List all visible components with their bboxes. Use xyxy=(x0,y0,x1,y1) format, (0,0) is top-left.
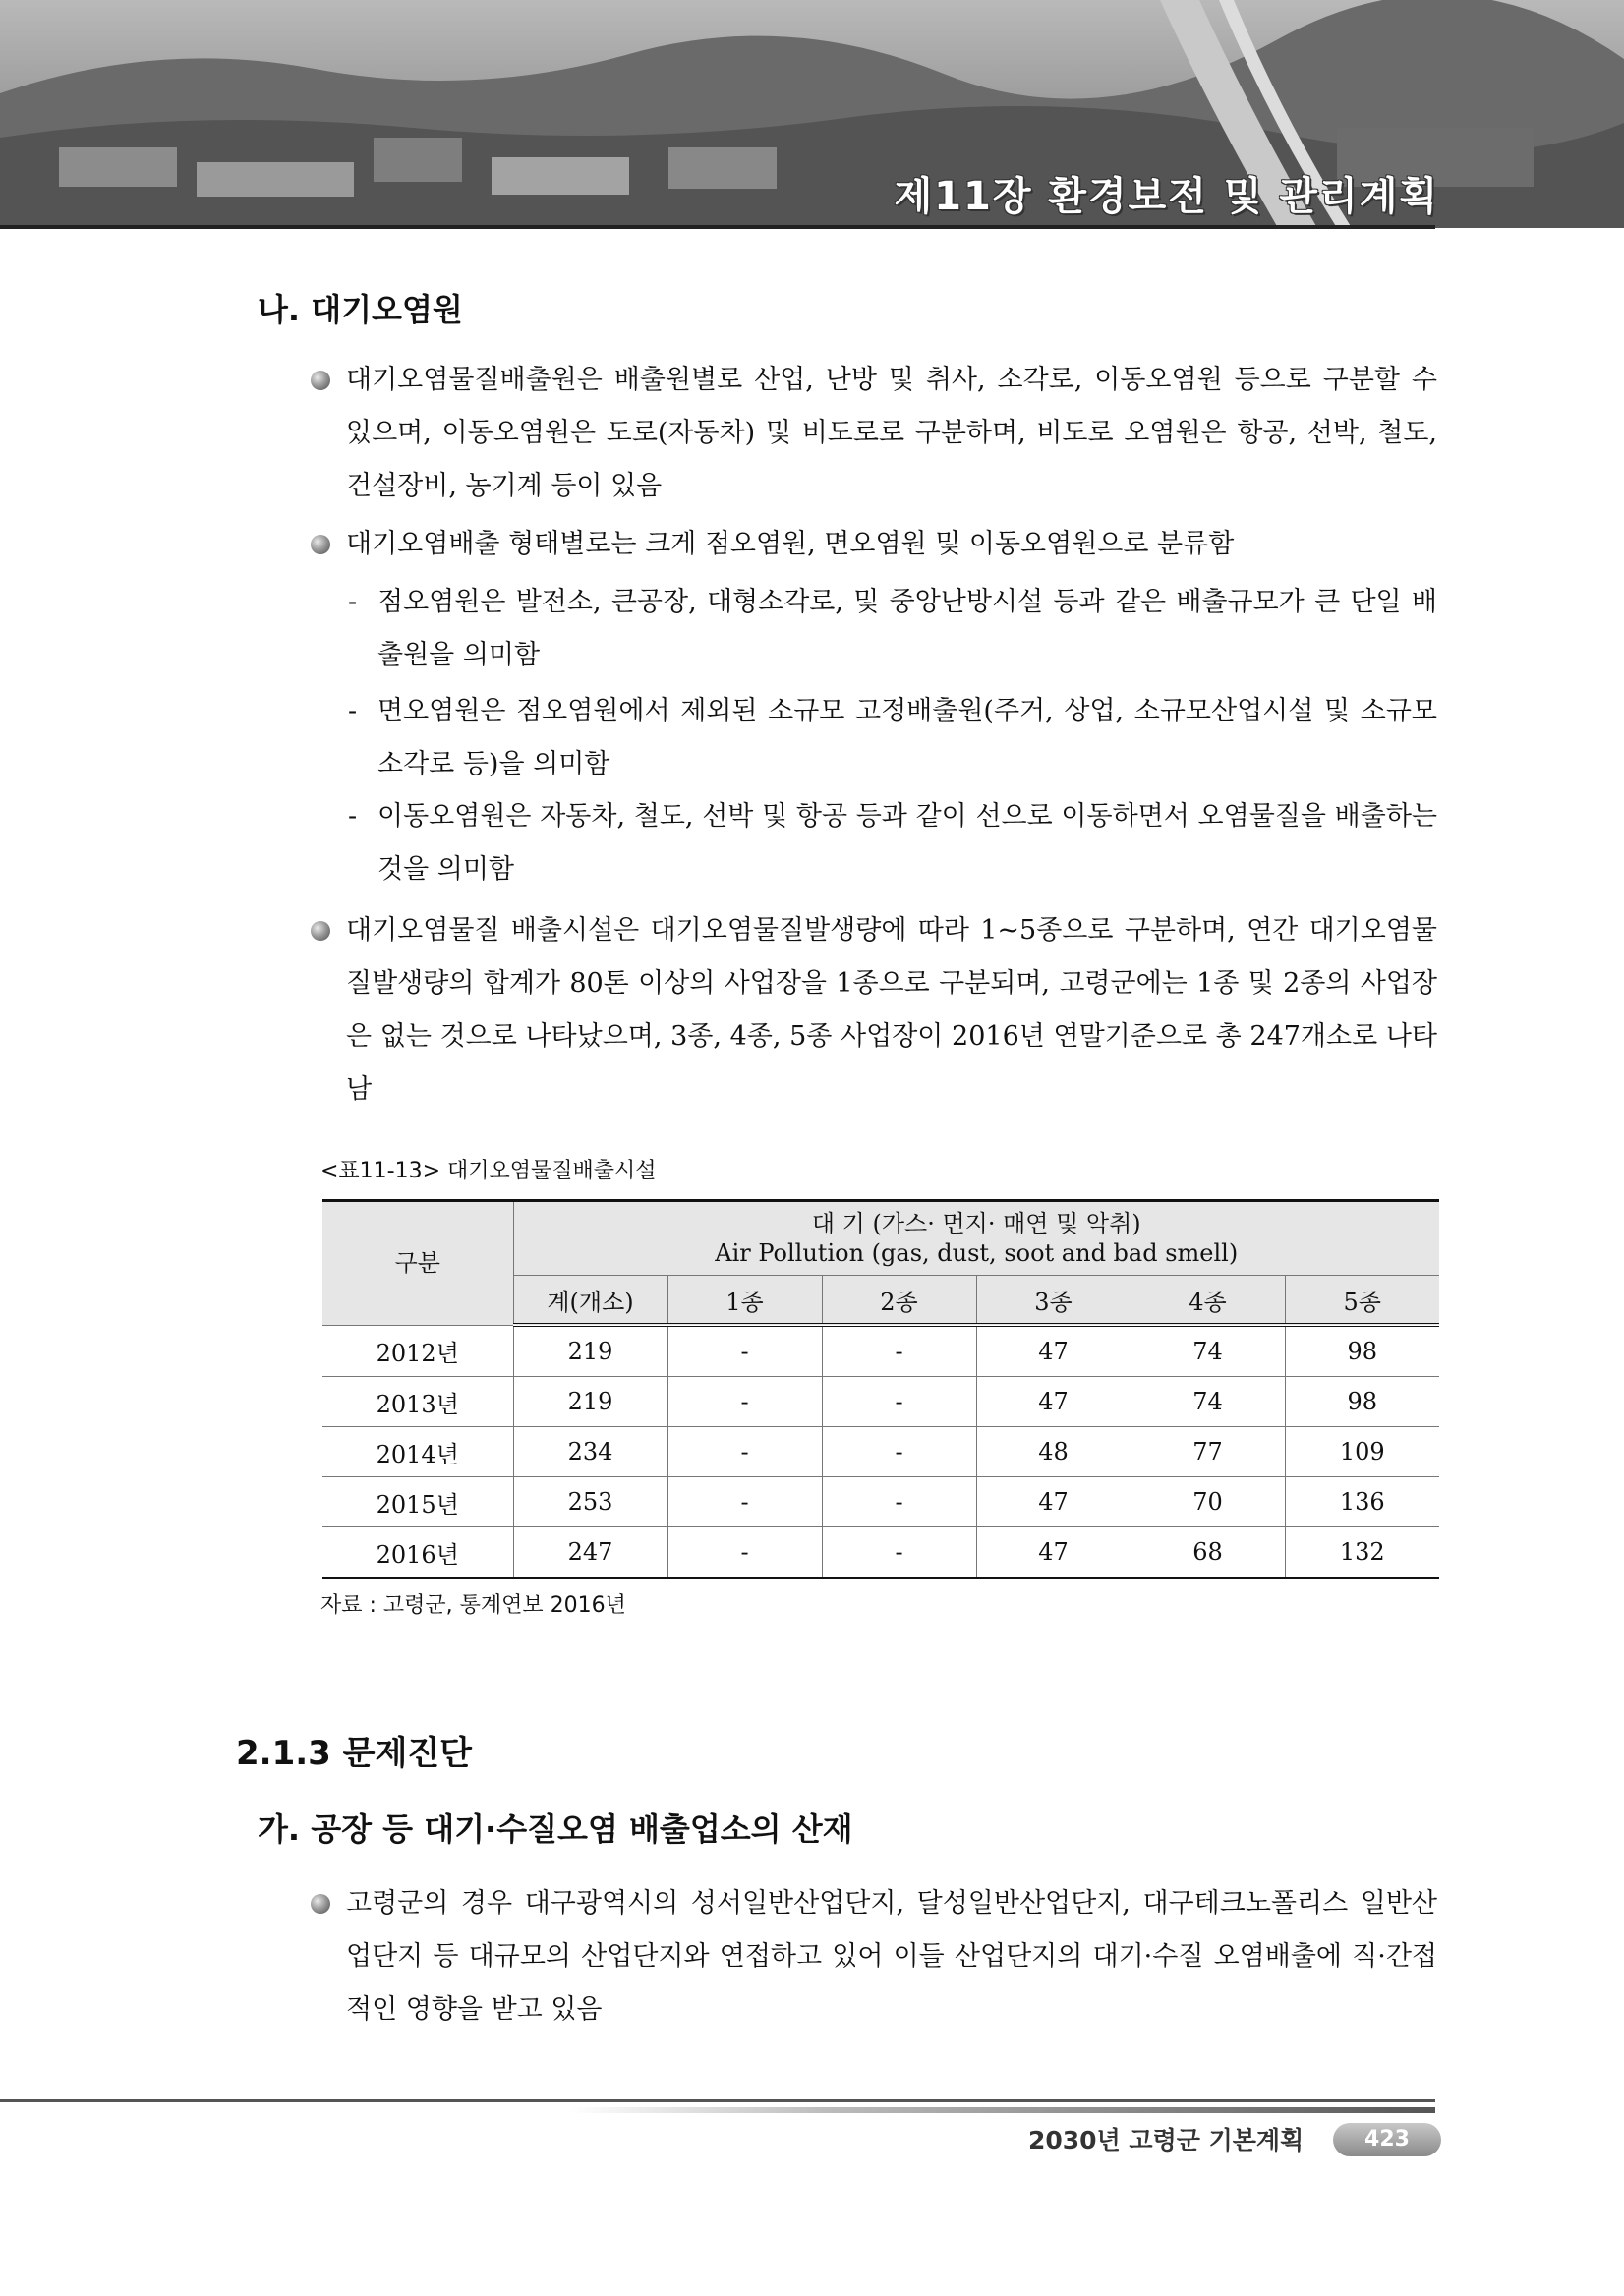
cell-class1: - xyxy=(667,1527,822,1578)
cell-class3: 47 xyxy=(976,1325,1131,1377)
cell-class1: - xyxy=(667,1477,822,1527)
row-year: 2012년 xyxy=(322,1325,513,1377)
dash-text: 면오염원은 점오염원에서 제외된 소규모 고정배출원(주거, 상업, 소규모산업시설 및 소규모소각로 등)을 의미함 xyxy=(377,696,1437,779)
cell-class2: - xyxy=(822,1325,976,1377)
header-group-title-ko: 대 기 (가스· 먼지· 매연 및 악취) xyxy=(811,1210,1141,1237)
cell-total: 219 xyxy=(513,1377,667,1427)
bullet-paragraph xyxy=(346,518,1437,571)
cell-class1: - xyxy=(667,1325,822,1377)
bullet-text: 대기오염배출 형태별로는 크게 점오염원, 면오염원 및 이동오염원으로 분류함 xyxy=(346,529,1235,559)
cell-class3: 48 xyxy=(976,1427,1131,1477)
table-row xyxy=(322,1477,1439,1527)
page-number: 423 xyxy=(1333,2123,1441,2156)
table-caption: <표11-13> 대기오염물질배출시설 xyxy=(320,1159,657,1183)
bullet-text: 대기오염물질배출원은 배출원별로 산업, 난방 및 취사, 소각로, 이동오염원 등으로 구분할 수 있으며, 이동오염원은 도로(자동차) 및 비도로로 구분하며, 비도로 오염원은 항공, 선박, 철도, 건설장비, 농기계 등이 있음 xyxy=(346,365,1437,501)
cell-class3: 47 xyxy=(976,1377,1131,1427)
dash-text: 이동오염원은 자동차, 철도, 선박 및 항공 등과 같이 선으로 이동하면서 오염물질을 배출하는 것을 의미함 xyxy=(377,801,1437,885)
bullet-text: 고령군의 경우 대구광역시의 성서일반산업단지, 달성일반산업단지, 대구테크노폴리스 일반산업단지 등 대규모의 산업단지와 연접하고 있어 이들 산업단지의 대기·수질 오염배출에 직·간접적인 영향을 받고 있음 xyxy=(346,1888,1437,2025)
column-header: 계(개소) xyxy=(513,1276,667,1326)
row-year: 2015년 xyxy=(322,1477,513,1527)
air-pollution-facilities-table xyxy=(322,1199,1439,1579)
cell-class3: 47 xyxy=(976,1477,1131,1527)
cell-class4: 77 xyxy=(1131,1427,1285,1477)
header-category: 구분 xyxy=(322,1201,513,1326)
cell-total: 234 xyxy=(513,1427,667,1477)
row-year: 2013년 xyxy=(322,1377,513,1427)
bullet-paragraph xyxy=(346,1877,1437,2037)
cell-class4: 70 xyxy=(1131,1477,1285,1527)
header-group-title-en: Air Pollution (gas, dust, soot and bad smell) xyxy=(715,1239,1239,1267)
column-header: 5종 xyxy=(1285,1276,1439,1326)
header-banner xyxy=(0,0,1624,228)
header-group xyxy=(513,1201,1439,1276)
cell-class2: - xyxy=(822,1427,976,1477)
cell-class5: 132 xyxy=(1285,1527,1439,1578)
bullet-icon xyxy=(311,1894,330,1914)
chapter-title: 제11장 환경보전 및 관리계획 xyxy=(894,174,1439,219)
column-header: 2종 xyxy=(822,1276,976,1326)
cell-class2: - xyxy=(822,1377,976,1427)
footer-divider xyxy=(0,2099,1435,2102)
cell-class5: 136 xyxy=(1285,1477,1439,1527)
bullet-paragraph xyxy=(346,904,1437,1117)
cell-class1: - xyxy=(667,1427,822,1477)
cell-class4: 74 xyxy=(1131,1377,1285,1427)
table-source-note: 자료 : 고령군, 통계연보 2016년 xyxy=(320,1593,626,1618)
table-row xyxy=(322,1325,1439,1377)
cell-class4: 68 xyxy=(1131,1527,1285,1578)
cell-class4: 74 xyxy=(1131,1325,1285,1377)
row-year: 2016년 xyxy=(322,1527,513,1578)
bullet-paragraph xyxy=(346,354,1437,513)
cell-total: 247 xyxy=(513,1527,667,1578)
table-row xyxy=(322,1527,1439,1578)
dash-text: 점오염원은 발전소, 큰공장, 대형소각로, 및 중앙난방시설 등과 같은 배출규모가 큰 단일 배출원을 의미함 xyxy=(377,587,1437,670)
footer-divider-gradient xyxy=(570,2107,1435,2113)
cell-class5: 98 xyxy=(1285,1325,1439,1377)
header-divider xyxy=(0,225,1435,229)
dash-mark: - xyxy=(348,696,358,726)
cell-class2: - xyxy=(822,1527,976,1578)
table-row xyxy=(322,1377,1439,1427)
bullet-text: 대기오염물질 배출시설은 대기오염물질발생량에 따라 1~5종으로 구분하며, 연간 대기오염물질발생량의 합계가 80톤 이상의 사업장을 1종으로 구분되며, 고령군에는 1종 및 2종의 사업장은 없는 것으로 나타났으며, 3종, 4종, 5종 사업장이 2016년 연말기준으로 총 247개소로 나타남 xyxy=(346,915,1437,1105)
dash-item xyxy=(348,685,1437,791)
column-header: 3종 xyxy=(976,1276,1131,1326)
cell-total: 253 xyxy=(513,1477,667,1527)
cell-class1: - xyxy=(667,1377,822,1427)
bullet-icon xyxy=(311,535,330,554)
table-row xyxy=(322,1427,1439,1477)
cell-class5: 98 xyxy=(1285,1377,1439,1427)
cell-total: 219 xyxy=(513,1325,667,1377)
dash-mark: - xyxy=(348,801,358,832)
row-year: 2014년 xyxy=(322,1427,513,1477)
footer-plan-title: 2030년 고령군 기본계획 xyxy=(1028,2126,1305,2154)
column-header: 4종 xyxy=(1131,1276,1285,1326)
column-header: 1종 xyxy=(667,1276,822,1326)
section-heading-problem-diagnosis: 2.1.3 문제진단 xyxy=(236,1734,473,1773)
subsection-heading-emission-facilities: 가. 공장 등 대기·수질오염 배출업소의 산재 xyxy=(258,1810,853,1848)
dash-item xyxy=(348,790,1437,896)
dash-mark: - xyxy=(348,587,358,617)
section-heading-air-pollution-sources: 나. 대기오염원 xyxy=(258,291,463,328)
cell-class3: 47 xyxy=(976,1527,1131,1578)
cell-class2: - xyxy=(822,1477,976,1527)
bullet-icon xyxy=(311,371,330,390)
cell-class5: 109 xyxy=(1285,1427,1439,1477)
bullet-icon xyxy=(311,921,330,941)
dash-item xyxy=(348,576,1437,682)
